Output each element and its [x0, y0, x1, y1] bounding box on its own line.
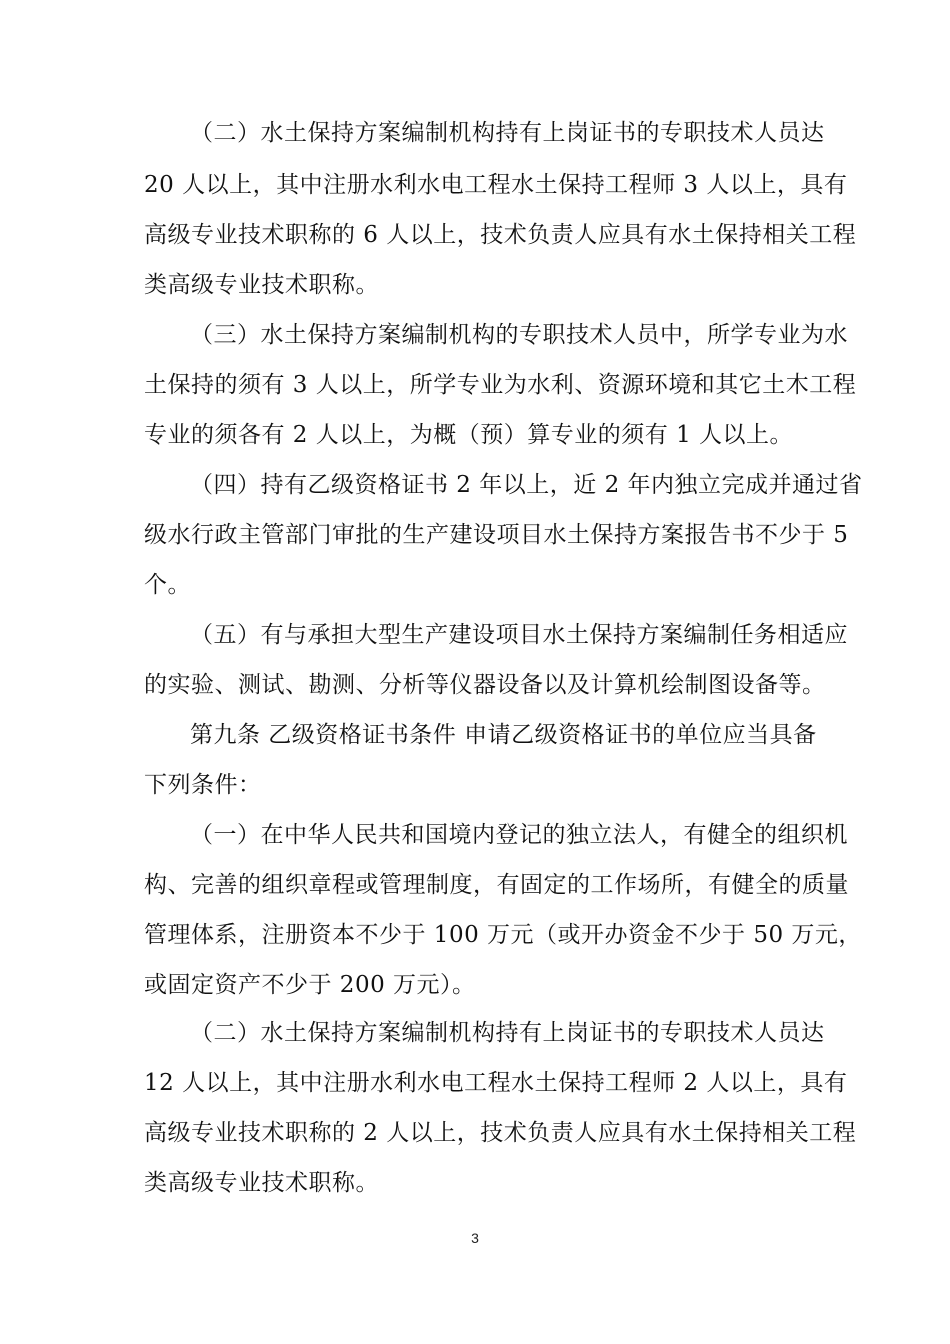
- paragraph-line: 12 人以上，其中注册水利水电工程水土保持工程师 2 人以上，具有: [144, 1070, 848, 1096]
- paragraph-line: 管理体系，注册资本不少于 100 万元（或开办资金不少于 50 万元，: [144, 922, 862, 948]
- article-heading-line: 第九条 乙级资格证书条件 申请乙级资格证书的单位应当具备: [190, 722, 817, 748]
- paragraph-line: （五）有与承担大型生产建设项目水土保持方案编制任务相适应: [190, 622, 848, 648]
- paragraph-line: 高级专业技术职称的 6 人以上，技术负责人应具有水土保持相关工程: [144, 222, 857, 248]
- paragraph-line: 下列条件：: [144, 772, 262, 798]
- page-number: 3: [471, 1230, 479, 1246]
- paragraph-line: （一）在中华人民共和国境内登记的独立法人，有健全的组织机: [190, 822, 848, 848]
- paragraph-line: （四）持有乙级资格证书 2 年以上，近 2 年内独立完成并通过省: [190, 472, 863, 498]
- paragraph-line: 或固定资产不少于 200 万元）。: [144, 972, 476, 998]
- paragraph-line: 高级专业技术职称的 2 人以上，技术负责人应具有水土保持相关工程: [144, 1120, 857, 1146]
- paragraph-line: 构、完善的组织章程或管理制度，有固定的工作场所，有健全的质量: [144, 872, 849, 898]
- paragraph-line: 类高级专业技术职称。: [144, 1170, 379, 1196]
- paragraph-line: 专业的须各有 2 人以上，为概（预）算专业的须有 1 人以上。: [144, 422, 794, 448]
- paragraph-line: （三）水土保持方案编制机构的专职技术人员中，所学专业为水: [190, 322, 848, 348]
- paragraph-line: （二）水土保持方案编制机构持有上岗证书的专职技术人员达: [190, 1020, 825, 1046]
- paragraph-line: 个。: [144, 572, 191, 598]
- paragraph-line: 类高级专业技术职称。: [144, 272, 379, 298]
- paragraph-line: （二）水土保持方案编制机构持有上岗证书的专职技术人员达: [190, 120, 825, 146]
- paragraph-line: 20 人以上，其中注册水利水电工程水土保持工程师 3 人以上，具有: [144, 172, 848, 198]
- paragraph-line: 土保持的须有 3 人以上，所学专业为水利、资源环境和其它土木工程: [144, 372, 857, 398]
- paragraph-line: 级水行政主管部门审批的生产建设项目水土保持方案报告书不少于 5: [144, 522, 849, 548]
- paragraph-line: 的实验、测试、勘测、分析等仪器设备以及计算机绘制图设备等。: [144, 672, 826, 698]
